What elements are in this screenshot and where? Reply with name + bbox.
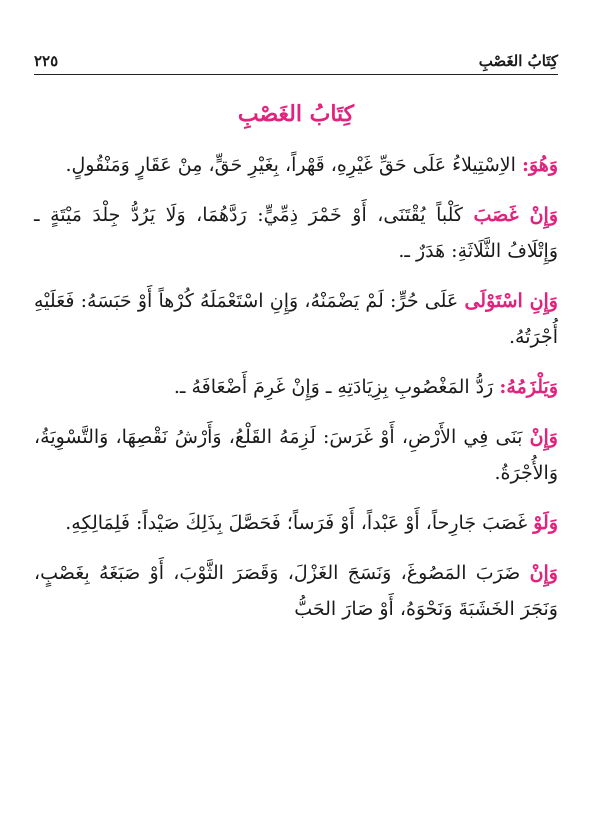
page-number: ٢٢٥ [34, 52, 59, 70]
paragraph [34, 369, 558, 405]
paragraph [34, 419, 558, 491]
paragraph-text: غَصَبَ جَارِحاً، أَوْ عَبْداً، أَوْ فَرَساً؛ فَحَصَّلَ بِذَلِكَ صَيْداً: فَلِمَالِكِهِ. [65, 512, 534, 534]
paragraph-text: الاِسْتِيلاءُ عَلَى حَقِّ غَيْرِهِ، قَهْراً، بِغَيْرِ حَقٍّ، مِنْ عَقَارٍ وَمَنْقُولٍ. [65, 154, 522, 176]
running-header [34, 40, 558, 75]
paragraph-lead-word: وَإِنْ غَصَبَ [473, 204, 558, 226]
paragraph-text: كَلْباً يُقْتَنَى، أَوْ خَمْرَ ذِمِّيٍّ: رَدَّهُمَا، وَلَا يَرُدُّ جِلْدَ مَيْتَةٍ ـ وَإِتْلَافُ الثَّلَاثَةِ: هَدَرٌ ـ. [34, 204, 558, 262]
paragraph [34, 505, 558, 541]
paragraph-lead-word: وَهُوَ: [521, 154, 558, 176]
paragraph-lead-word: وَلَوْ [533, 512, 558, 534]
paragraph-lead-word: وَإِنِ اسْتَوْلَى [464, 290, 558, 312]
paragraph-text: رَدُّ المَغْصُوبِ بِزِيَادَتِهِ ـ وَإِنْ غَرِمَ أَضْعَافَهُ ـ. [173, 376, 500, 398]
paragraph-lead-word: وَيَلْزَمُهُ: [499, 376, 558, 398]
paragraph [34, 197, 558, 269]
paragraph [34, 147, 558, 183]
paragraph [34, 283, 558, 355]
paragraph-text: بَنَى فِي الأَرْضِ، أَوْ غَرَسَ: لَزِمَهُ القَلْعُ، وَأَرْشُ نَقْصِهَا، وَالتَّسْوِيَةُ، وَالأُجْرَةُ. [34, 426, 558, 484]
paragraph-text: ضَرَبَ المَصُوغَ، وَنَسَجَ الغَزْلَ، وَقَصَرَ الثَّوْبَ، أَوْ صَبَغَهُ بِغَصْبٍ، وَنَجَرَ الخَشَبَةَ وَنَحْوَهُ، أَوْ صَارَ الحَبُّ [34, 562, 558, 620]
running-header-title: كِتَابُ الغَصْبِ [478, 52, 558, 70]
paragraph [34, 555, 558, 627]
book-page [34, 40, 558, 810]
chapter-title: كِتَابُ الغَصْبِ [237, 101, 355, 127]
paragraph-lead-word: وَإِنْ [529, 426, 558, 448]
paragraph-lead-word: وَإِنْ [529, 562, 558, 584]
paragraph-text: عَلَى حُرٍّ: لَمْ يَضْمَنْهُ، وَإِنِ اسْتَعْمَلَهُ كُرْهاً أَوْ حَبَسَهُ: فَعَلَيْهِ أُجْرَتُهُ. [34, 290, 558, 348]
